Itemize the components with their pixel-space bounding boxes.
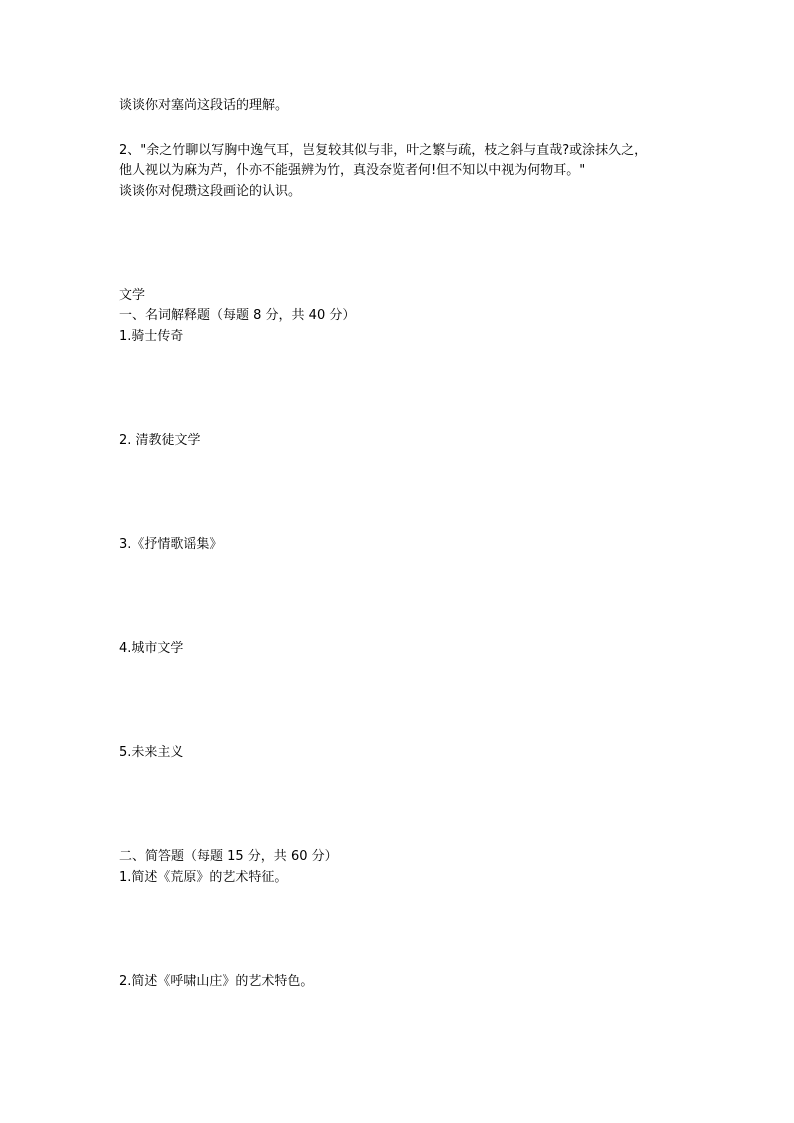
question-2-line-2: 他人视以为麻为芦，仆亦不能强辨为竹，真没奈览者何!但不知以中视为何物耳。" [119, 163, 586, 178]
term-item-1: 1.骑士传奇 [119, 329, 184, 344]
art-prompt-1: 谈谈你对塞尚这段话的理解。 [119, 98, 289, 113]
term-item-4: 4.城市文学 [119, 641, 184, 656]
section-1-title: 一、名词解释题（每题 8 分，共 40 分） [119, 308, 356, 323]
short-answer-item-2: 2.简述《呼啸山庄》的艺术特色。 [119, 974, 314, 989]
term-item-5: 5.未来主义 [119, 745, 184, 760]
term-item-3: 3.《抒情歌谣集》 [119, 537, 223, 552]
section-2-title: 二、简答题（每题 15 分，共 60 分） [119, 849, 338, 864]
short-answer-item-1: 1.简述《荒原》的艺术特征。 [119, 870, 288, 885]
term-item-2: 2. 清教徒文学 [119, 433, 201, 448]
question-2-line-1: 2、"余之竹聊以写胸中逸气耳，岂复较其似与非，叶之繁与疏，枝之斜与直哉?或涂抹久之， [119, 143, 648, 158]
literature-heading: 文学 [119, 288, 146, 303]
question-2-prompt: 谈谈你对倪瓒这段画论的认识。 [119, 184, 302, 199]
